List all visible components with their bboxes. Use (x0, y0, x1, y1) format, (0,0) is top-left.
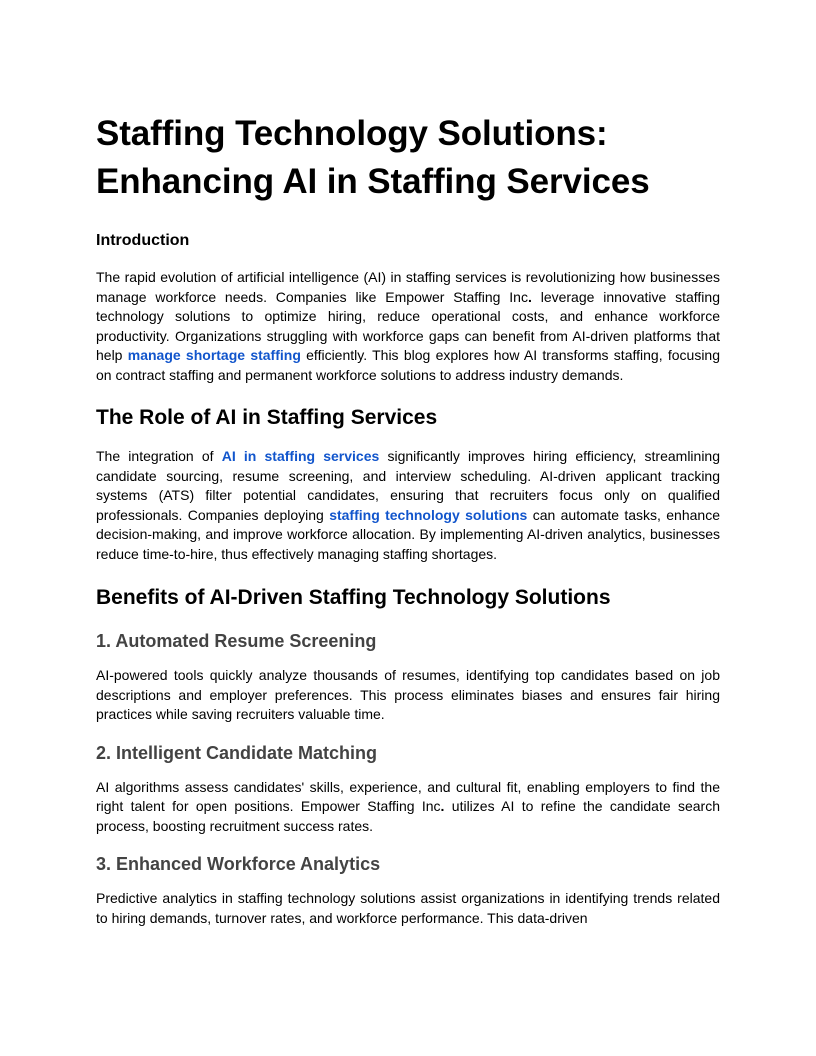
role-text-1: The integration of (96, 448, 222, 464)
benefit-2-text-1: AI algorithms assess candidates' skills, experience, and cultural fit, enabling employers to find the right talent for open positions. Empower Staffing Inc (96, 778, 720, 814)
document-title-line-1: Staffing Technology Solutions: (96, 114, 608, 153)
document-page (96, 110, 720, 928)
role-of-ai-heading: The Role of AI in Staffing Services (96, 406, 438, 429)
intro-text-2: leverage innovative staffing technology solutions to optimize hiring, reduce operational costs, and enhance workforce productivity. Organizations struggling with workforce gaps can benefit from AI-driven platforms that help (96, 288, 720, 363)
staffing-technology-solutions-link[interactable]: staffing technology solutions (329, 506, 528, 523)
benefit-2-paragraph (96, 778, 720, 837)
benefit-2-text-2: utilizes AI to refine the candidate search process, boosting recruitment success rates. (96, 798, 720, 834)
role-text-3: can automate tasks, enhance decision-making, and improve workforce allocation. By implementing AI-driven analytics, businesses reduce time-to-hire, thus effectively managing staffing shortages. (96, 506, 720, 562)
manage-shortage-staffing-link[interactable]: manage shortage staffing (127, 347, 301, 363)
benefit-1-paragraph: AI-powered tools quickly analyze thousands of resumes, identifying top candidates based on job descriptions and employer preferences. This process eliminates biases and ensures fair hiring practices while saving recruiters valuable time. (96, 667, 720, 722)
benefit-2-heading: 2. Intelligent Candidate Matching (96, 742, 378, 763)
benefit-3-heading: 3. Enhanced Workforce Analytics (96, 854, 381, 874)
benefit-2-bold-dot: . (440, 798, 445, 814)
role-text-2: significantly improves hiring efficiency, streamlining candidate sourcing, resume screening, and interview scheduling. AI-driven applicant tracking systems (ATS) filter potential candidates, ensuring that recruiters focus only on qualified professionals. Companies deploying (96, 448, 721, 523)
benefit-1-heading: 1. Automated Resume Screening (96, 631, 377, 651)
introduction-heading: Introduction (96, 232, 190, 249)
document-title-line-2: Enhancing AI in Staffing Services (96, 162, 650, 201)
introduction-paragraph (96, 268, 720, 385)
intro-text-1: The rapid evolution of artificial intelligence (AI) in staffing services is revolutionizing how businesses manage workforce needs. Companies like Empower Staffing Inc (96, 269, 720, 305)
benefits-heading: Benefits of AI-Driven Staffing Technology Solutions (96, 586, 611, 609)
intro-bold-dot: . (527, 288, 532, 305)
benefit-3-paragraph: Predictive analytics in staffing technology solutions assist organizations in identifying trends related to hiring demands, turnover rates, and workforce performance. This data-driven (96, 890, 720, 926)
ai-in-staffing-services-link[interactable]: AI in staffing services (221, 448, 380, 464)
intro-text-3: efficiently. This blog explores how AI transforms staffing, focusing on contract staffing and permanent workforce solutions to address industry demands. (96, 347, 720, 383)
document-title (96, 110, 720, 206)
role-of-ai-paragraph (96, 447, 720, 564)
